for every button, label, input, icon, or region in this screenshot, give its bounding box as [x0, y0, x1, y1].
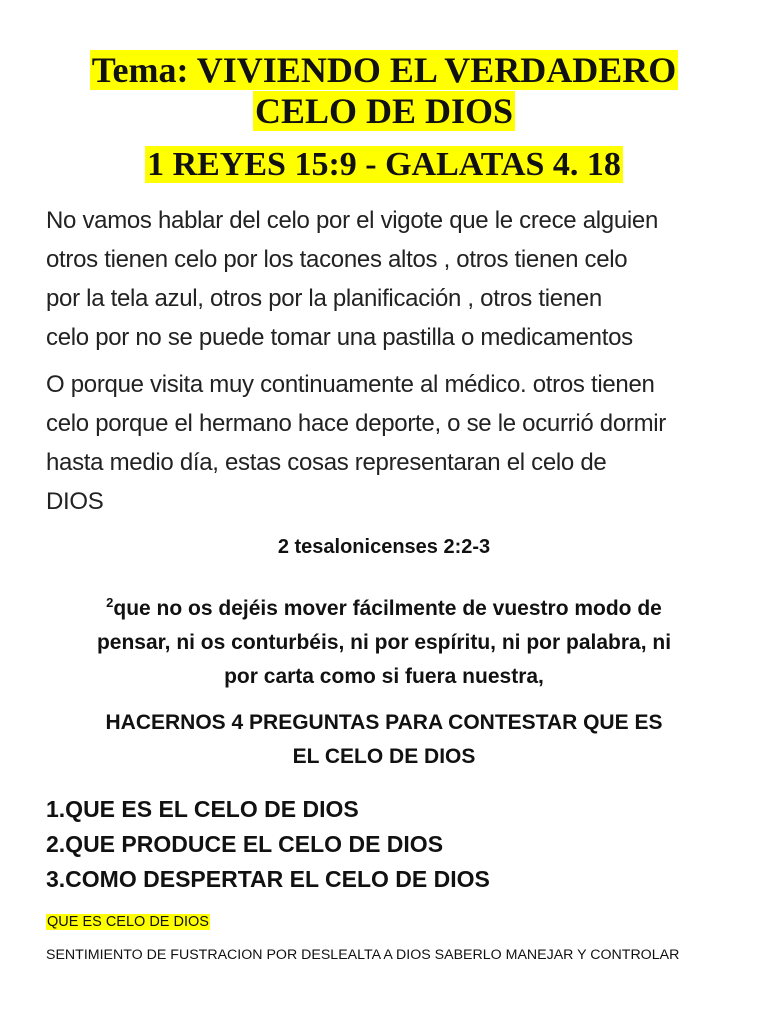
paragraph-1-line: No vamos hablar del celo por el vigote que le crece alguien: [46, 207, 659, 234]
verse-line-1: que no os dejéis mover fácilmente de vuestro modo de: [113, 597, 662, 620]
title-line-1: Tema: VIVIENDO EL VERDADERO: [91, 50, 677, 90]
verse-line-3: por carta como si fuera nuestra,: [224, 665, 544, 688]
paragraph-2-line: O porque visita muy continuamente al médico. otros tienen: [46, 371, 655, 398]
paragraph-2-line: DIOS: [46, 488, 104, 515]
title-block: [0, 50, 768, 131]
verse-line-2: pensar, ni os conturbéis, ni por espíritu, ni por palabra, ni: [96, 631, 672, 654]
paragraph-2-line: celo porque el hermano hace deporte, o se le ocurrió dormir: [46, 410, 666, 437]
paragraph-1-line: por la tela azul, otros por la planificación , otros tienen: [46, 285, 602, 312]
paragraph-1: [46, 201, 726, 357]
scripture-reference: 1 REYES 15:9 - GALATAS 4. 18: [147, 146, 621, 183]
paragraph-2: [46, 365, 726, 521]
title-line-2: CELO DE DIOS: [254, 91, 514, 131]
list-item: 3.COMO DESPERTAR EL CELO DE DIOS: [46, 866, 490, 892]
paragraph-1-line: otros tienen celo por los tacones altos , otros tienen celo: [46, 246, 628, 273]
questions-heading-line-2: EL CELO DE DIOS: [292, 745, 476, 768]
definition-text: SENTIMIENTO DE FUSTRACION POR DESLEALTA A DIOS SABERLO MANEJAR Y CONTROLAR: [46, 947, 680, 963]
paragraph-1-line: celo por no se puede tomar una pastilla o medicamentos: [46, 324, 633, 351]
questions-heading: [30, 706, 738, 774]
questions-heading-line-1: HACERNOS 4 PREGUNTAS PARA CONTESTAR QUE ES: [105, 711, 663, 734]
paragraph-2-line: hasta medio día, estas cosas representaran el celo de: [46, 449, 607, 476]
list-item: 2.QUE PRODUCE EL CELO DE DIOS: [46, 831, 444, 857]
questions-list: [46, 792, 726, 897]
verse-reference: 2 tesalonicenses 2:2-3: [277, 536, 491, 558]
verse-number: 2: [106, 595, 114, 610]
verse-text: [30, 586, 738, 694]
section-label: QUE ES CELO DE DIOS: [47, 914, 209, 930]
list-item: 1.QUE ES EL CELO DE DIOS: [46, 796, 359, 822]
